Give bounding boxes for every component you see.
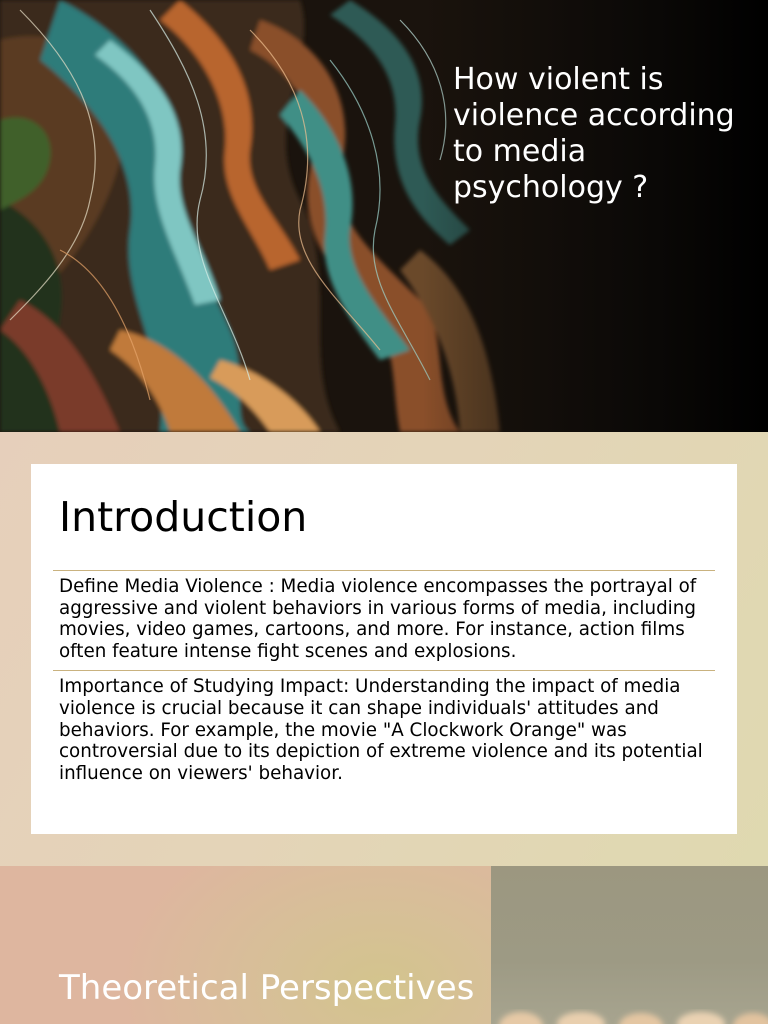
list-item-importance-of-studying-impact: Importance of Studying Impact: Understanding the impact of media violence is crucial because it can shape individuals' attitudes and behaviors. For example, the movie "A Clockwork Orange" was controversial due to its depiction of extreme violence and its potential influence on viewers' behavior. bbox=[53, 670, 715, 792]
hands-photo-illustration bbox=[491, 866, 768, 1024]
introduction-list bbox=[53, 570, 715, 792]
theoretical-perspectives-slide bbox=[0, 866, 768, 1024]
presentation-title: How violent is violence according to media psychology ? bbox=[453, 62, 735, 205]
introduction-card bbox=[31, 464, 737, 834]
introduction-heading: Introduction bbox=[59, 493, 308, 541]
title-slide bbox=[0, 0, 768, 432]
hands-photo bbox=[491, 866, 768, 1024]
list-item-define-media-violence: Define Media Violence : Media violence encompasses the portrayal of aggressive and violent behaviors in various forms of media, including movies, video games, cartoons, and more. For instance, action films often feature intense fight scenes and explosions. bbox=[53, 570, 715, 670]
introduction-slide bbox=[0, 432, 768, 866]
theoretical-perspectives-heading: Theoretical Perspectives bbox=[59, 968, 475, 1008]
